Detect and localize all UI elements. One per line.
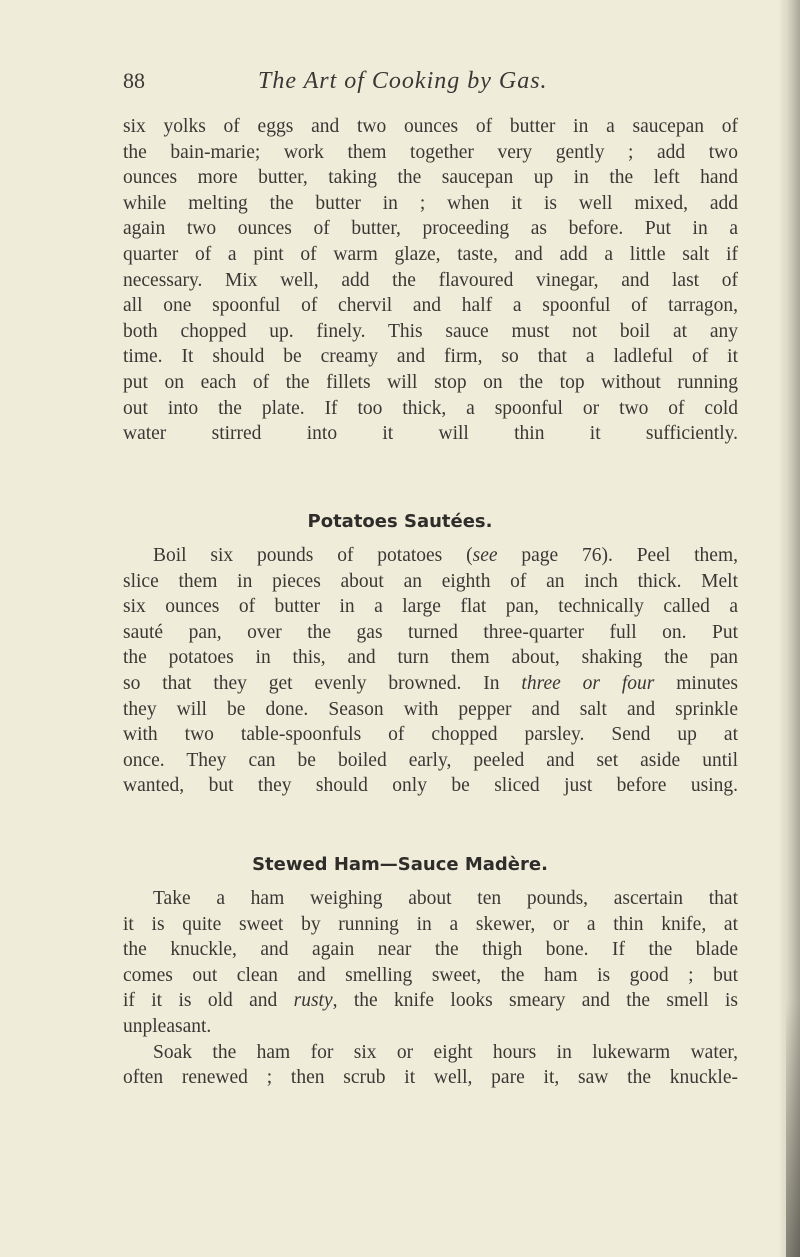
text-line: they will be done. Season with pepper and salt and sprinkle (123, 698, 738, 720)
text-line: necessary. Mix well, add the flavoured vinegar, and last of (123, 269, 738, 291)
text-line: both chopped up. finely. This sauce must not boil at any (123, 320, 738, 342)
text-line: if it is old and rusty, the knife looks smeary and the smell is (123, 990, 738, 1012)
text-line: the bain-marie; work them together very gently ; add two (123, 141, 738, 163)
text-line: Soak the ham for six or eight hours in lukewarm water, (153, 1041, 738, 1063)
page-header (0, 68, 800, 108)
text-line: again two ounces of butter, proceeding as before. Put in a (123, 218, 738, 240)
text-line: often renewed ; then scrub it well, pare it, saw the knuckle- (123, 1067, 738, 1089)
text-line: so that they get evenly browned. In three or four minutes (123, 672, 738, 694)
paragraph-stewed-ham (123, 886, 738, 1091)
paragraph-potatoes (123, 543, 738, 799)
text-line: comes out clean and smelling sweet, the ham is good ; but (123, 964, 738, 986)
page-edge-shadow-lower (786, 1000, 800, 1257)
text-line: with two table-spoonfuls of chopped parsley. Send up at (123, 724, 738, 746)
text-line: the knuckle, and again near the thigh bone. If the blade (123, 939, 738, 961)
text-line: quarter of a pint of warm glaze, taste, and add a little salt if (123, 243, 738, 265)
text-line: six yolks of eggs and two ounces of butter in a saucepan of (123, 116, 738, 137)
text-line: the potatoes in this, and turn them about, shaking the pan (123, 647, 738, 669)
page-number: 88 (123, 68, 145, 93)
text-line: all one spoonful of chervil and half a spoonful of tarragon, (123, 295, 738, 317)
section-heading-potatoes: Potatoes Sautées. (307, 511, 493, 532)
text-line: slice them in pieces about an eighth of an inch thick. Melt (123, 570, 738, 592)
text-line: sauté pan, over the gas turned three-quarter full on. Put (123, 621, 738, 643)
paragraph-continuation (123, 114, 738, 447)
text-line: six ounces of butter in a large flat pan, technically called a (123, 596, 738, 618)
text-line: put on each of the fillets will stop on the top without running (123, 371, 738, 393)
text-line: it is quite sweet by running in a skewer, or a thin knife, at (123, 913, 738, 935)
text-line: time. It should be creamy and firm, so that a ladleful of it (123, 346, 738, 368)
text-line: Boil six pounds of potatoes (see page 76). Peel them, (153, 545, 738, 566)
text-line: wanted, but they should only be sliced just before using. (123, 775, 738, 797)
text-line: once. They can be boiled early, peeled and set aside until (123, 749, 738, 771)
section-heading-stewed-ham: Stewed Ham—Sauce Madère. (252, 854, 548, 875)
text-line: ounces more butter, taking the saucepan up in the left hand (123, 167, 738, 189)
text-line: while melting the butter in ; when it is well mixed, add (123, 192, 738, 214)
text-line: water stirred into it will thin it sufficiently. (123, 423, 738, 445)
text-line: Take a ham weighing about ten pounds, ascertain that (153, 888, 738, 909)
text-line: unpleasant. (123, 1015, 212, 1037)
text-line: out into the plate. If too thick, a spoonful or two of cold (123, 397, 738, 419)
running-title: The Art of Cooking by Gas. (258, 68, 548, 94)
